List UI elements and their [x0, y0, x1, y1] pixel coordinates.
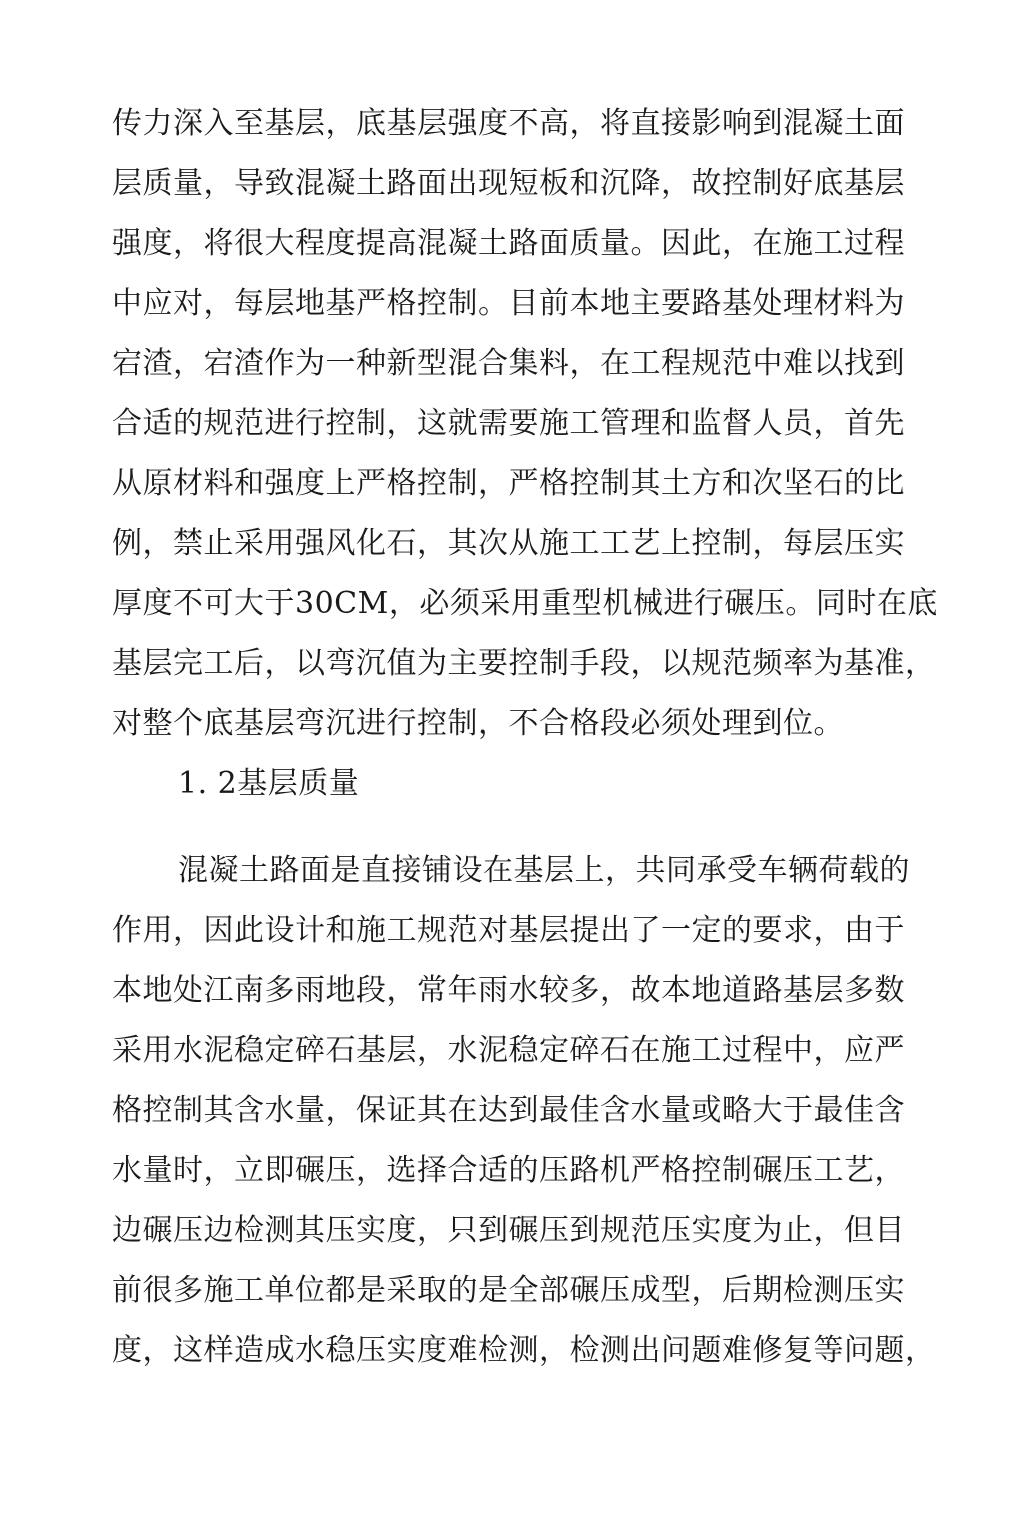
- paragraph-1-line-1: 传力深入至基层，底基层强度不高，将直接影响到混凝土面: [112, 106, 905, 141]
- paragraph-2-line-1: 混凝土路面是直接铺设在基层上，共同承受车辆荷载的: [178, 853, 910, 888]
- paragraph-1-line-2: 层质量，导致混凝土路面出现短板和沉降，故控制好底基层: [112, 166, 905, 201]
- paragraph-1-line-10: 基层完工后，以弯沉值为主要控制手段，以规范频率为基准，: [112, 646, 936, 681]
- paragraph-1-line-9: 厚度不可大于30CM，必须采用重型机械进行碾压。同时在底: [112, 586, 938, 621]
- paragraph-1-line-4: 中应对，每层地基严格控制。目前本地主要路基处理材料为: [112, 286, 905, 321]
- paragraph-1-line-11: 对整个底基层弯沉进行控制，不合格段必须处理到位。: [112, 706, 844, 741]
- paragraph-2-line-7: 边碾压边检测其压实度，只到碾压到规范压实度为止，但目: [112, 1213, 905, 1248]
- paragraph-2-line-8: 前很多施工单位都是采取的是全部碾压成型，后期检测压实: [112, 1273, 905, 1308]
- paragraph-1-line-8: 例，禁止采用强风化石，其次从施工工艺上控制，每层压实: [112, 526, 905, 561]
- paragraph-2-line-3: 本地处江南多雨地段，常年雨水较多，故本地道路基层多数: [112, 973, 905, 1008]
- section-heading: 1. 2基层质量: [178, 766, 360, 801]
- paragraph-1-line-7: 从原材料和强度上严格控制，严格控制其土方和次坚石的比: [112, 466, 905, 501]
- paragraph-1-line-3: 强度，将很大程度提高混凝土路面质量。因此，在施工过程: [112, 226, 905, 261]
- paragraph-2-line-4: 采用水泥稳定碎石基层，水泥稳定碎石在施工过程中，应严: [112, 1033, 905, 1068]
- paragraph-2-line-2: 作用，因此设计和施工规范对基层提出了一定的要求，由于: [112, 913, 905, 948]
- paragraph-2-line-5: 格控制其含水量，保证其在达到最佳含水量或略大于最佳含: [112, 1093, 905, 1128]
- paragraph-1-line-5: 宕渣，宕渣作为一种新型混合集料，在工程规范中难以找到: [112, 346, 905, 381]
- paragraph-2-line-6: 水量时，立即碾压，选择合适的压路机严格控制碾压工艺，: [112, 1153, 905, 1188]
- paragraph-1-line-6: 合适的规范进行控制，这就需要施工管理和监督人员，首先: [112, 406, 905, 441]
- paragraph-2-line-9: 度，这样造成水稳压实度难检测，检测出问题难修复等问题，: [112, 1333, 936, 1368]
